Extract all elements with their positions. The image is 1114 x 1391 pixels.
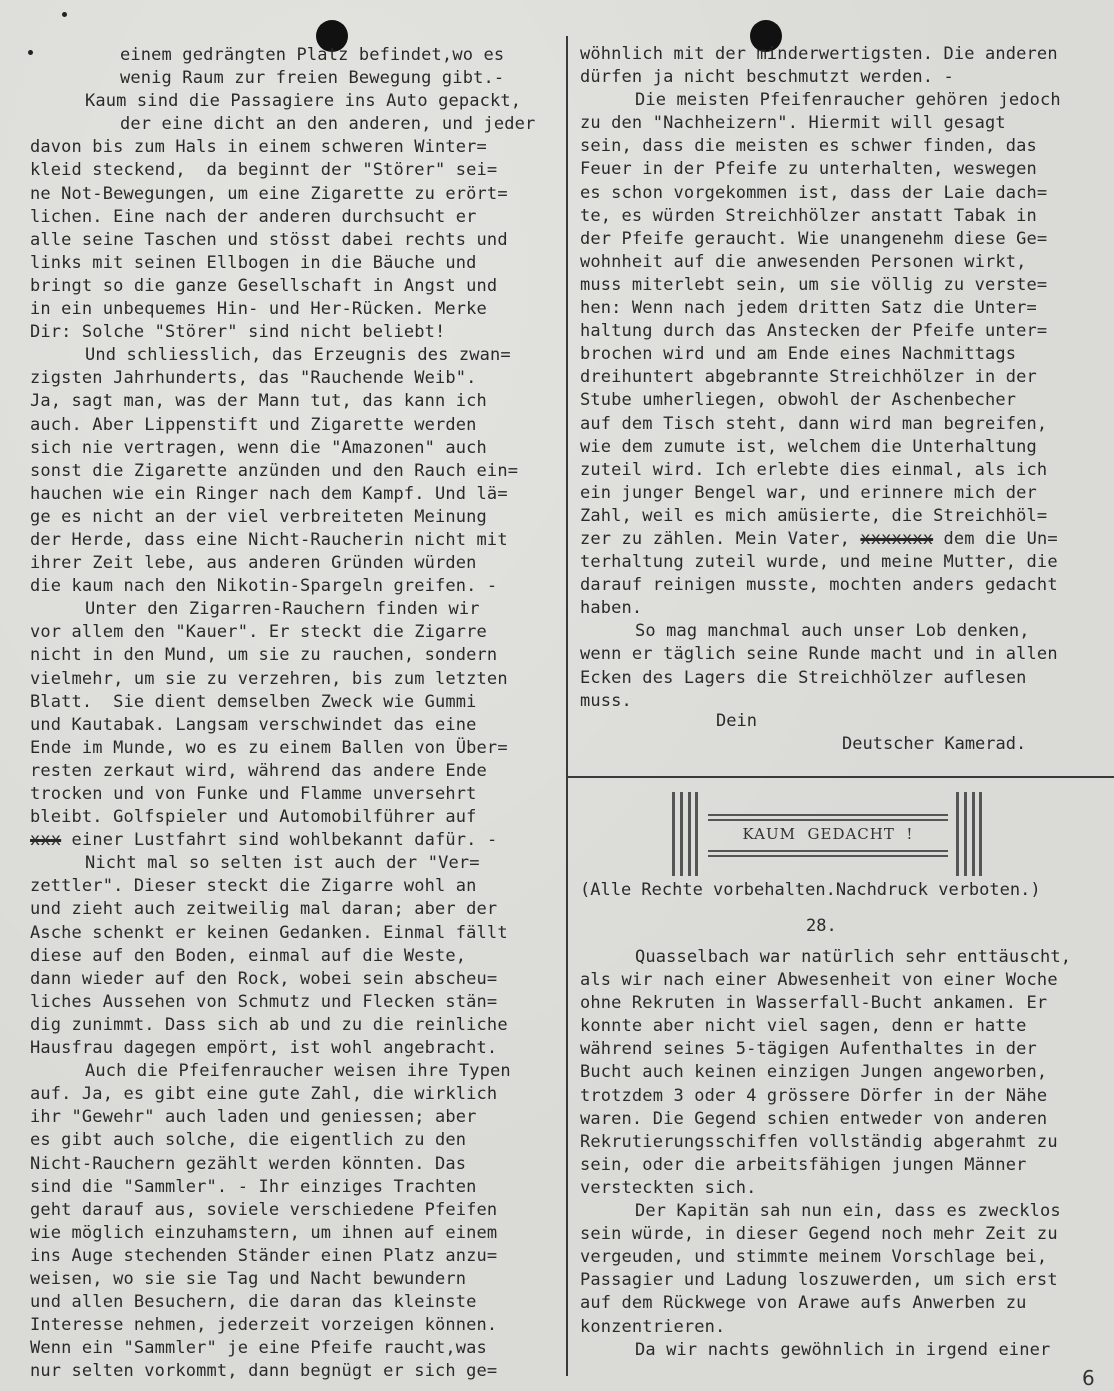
struck-text: xxx bbox=[30, 830, 62, 851]
signature-name: Deutscher Kamerad. bbox=[842, 734, 1027, 754]
text-line: dig zunimmt. Dass sich ab und zu die reinliche bbox=[30, 1014, 508, 1035]
text-line: Wenn ein "Sammler" je eine Pfeife raucht,was bbox=[30, 1338, 487, 1359]
text-line: Bucht auch keinen einzigen Jungen angeworben, bbox=[580, 1062, 1048, 1083]
text-line: darauf reinigen musste, mochten anders gedacht bbox=[580, 575, 1058, 596]
text-line: vor allem den "Kauer". Er steckt die Zigarre bbox=[30, 622, 487, 643]
text-line: haltung durch das Anstecken der Pfeife unter= bbox=[580, 321, 1048, 342]
text-line: der Herde, dass eine Nicht-Raucherin nicht mit bbox=[30, 529, 508, 550]
text-line: sein, oder die arbeitsfähigen jungen Männer bbox=[580, 1154, 1027, 1175]
text-line: weisen, wo sie sie Tag und Nacht bewundern bbox=[30, 1268, 467, 1289]
text-line: Der Kapitän sah nun ein, dass es zwecklos bbox=[635, 1201, 1061, 1222]
text-line: sonst die Zigarette anzünden und den Rauch ein= bbox=[30, 460, 519, 481]
page-number: 6 bbox=[1082, 1366, 1095, 1390]
text-line: terhaltung zuteil wurde, und meine Mutter, die bbox=[580, 552, 1058, 573]
text-line: ein junger Bengel war, und erinnere mich der bbox=[580, 482, 1037, 503]
text-line: auf dem Tisch steht, dann wird man begreifen, bbox=[580, 413, 1048, 434]
text-line: hen: Wenn nach jedem dritten Satz die Unter= bbox=[580, 298, 1037, 319]
banner-left-bars bbox=[672, 792, 698, 876]
text-line: sein, dass die meisten es schwer finden, das bbox=[580, 136, 1037, 157]
text-line: die kaum nach den Nikotin-Spargeln greifen. - bbox=[30, 576, 498, 597]
text-line: Kaum sind die Passagiere ins Auto gepackt, bbox=[85, 91, 522, 112]
text-line: es schon vorgekommen ist, dass der Laie dach= bbox=[580, 182, 1048, 203]
text-line: dann wieder auf den Rock, wobei sein abscheu= bbox=[30, 968, 498, 989]
text-line: liches Aussehen von Schmutz und Flecken stän= bbox=[30, 991, 498, 1012]
banner-right-bars bbox=[956, 792, 982, 876]
right-column-bottom-text bbox=[580, 946, 1110, 1362]
text-line: sind die "Sammler". - Ihr einziges Trachten bbox=[30, 1176, 477, 1197]
banner-rule bbox=[708, 850, 948, 852]
text-line: Unter den Zigarren-Rauchern finden wir bbox=[85, 599, 480, 620]
text-line: dreihuntert abgebrannte Streichhölzer in der bbox=[580, 367, 1037, 388]
text-line: Asche schenkt er keinen Gedanken. Einmal fällt bbox=[30, 922, 508, 943]
text-line: der Pfeife geraucht. Wie unangenehm diese Ge= bbox=[580, 228, 1048, 249]
text-line: Blatt. Sie dient demselben Zweck wie Gummi bbox=[30, 691, 477, 712]
text-line: es gibt auch solche, die eigentlich zu den bbox=[30, 1130, 467, 1151]
text-line: nur selten vorkommt, dann begnügt er sich ge= bbox=[30, 1361, 498, 1382]
text-line: Stube umherliegen, obwohl der Aschenbecher bbox=[580, 390, 1017, 411]
text-line: auch. Aber Lippenstift und Zigarette werden bbox=[30, 414, 477, 435]
text-line: wie dem zumute ist, welchem die Unterhaltung bbox=[580, 436, 1037, 457]
text-line: einem gedrängten Platz befindet,wo es bbox=[120, 45, 505, 65]
text-line: dürfen ja nicht beschmutzt werden. - bbox=[580, 67, 954, 88]
text-line: konnte aber nicht viel sagen, denn er hatte bbox=[580, 1016, 1027, 1037]
text-line: wenig Raum zur freien Bewegung gibt.- bbox=[120, 68, 505, 89]
text-line: konzentrieren. bbox=[580, 1316, 726, 1337]
text-line: in ein unbequemes Hin- und Her-Rücken. Merke bbox=[30, 299, 487, 320]
text-line: Nicht-Rauchern gezählt werden könnten. Das bbox=[30, 1153, 467, 1174]
text-line: Auch die Pfeifenraucher weisen ihre Typen bbox=[85, 1061, 511, 1082]
text-line: ins Auge stechenden Ständer einen Platz anzu= bbox=[30, 1245, 498, 1266]
text-line: Feuer in der Pfeife zu unterhalten, weswegen bbox=[580, 159, 1037, 180]
text-line: davon bis zum Hals in einem schweren Winter= bbox=[30, 137, 487, 158]
text-line: Die meisten Pfeifenraucher gehören jedoch bbox=[635, 90, 1061, 111]
text-line: resten zerkaut wird, während das andere Ende bbox=[30, 760, 487, 781]
text-line: lichen. Eine nach der anderen durchsucht er bbox=[30, 206, 477, 227]
text-line: zettler". Dieser steckt die Zigarre wohl an bbox=[30, 876, 477, 897]
text-line: brochen wird und am Ende eines Nachmittags bbox=[580, 344, 1017, 365]
struck-text: xxxxxxx bbox=[860, 528, 934, 549]
text-line: alle seine Taschen und stösst dabei rechts und bbox=[30, 229, 508, 250]
text-line: zigsten Jahrhunderts, das "Rauchende Weib". bbox=[30, 368, 477, 389]
text-line: bringt so die ganze Gesellschaft in Angst und bbox=[30, 275, 498, 296]
text-line: Zahl, weil es mich amüsierte, die Streichhöl= bbox=[580, 505, 1048, 526]
banner-rule bbox=[708, 814, 948, 816]
text-line: te, es würden Streichhölzer anstatt Tabak in bbox=[580, 205, 1037, 226]
text-line: Und schliesslich, das Erzeugnis des zwan= bbox=[85, 345, 511, 366]
text-line: ihr "Gewehr" auch laden und geniessen; aber bbox=[30, 1107, 477, 1128]
banner-rule bbox=[708, 819, 948, 821]
chapter-number: 28. bbox=[806, 916, 837, 936]
text-line: ohne Rekruten in Wasserfall-Bucht ankamen. Er bbox=[580, 993, 1048, 1014]
text-line: sich nie vertragen, wenn die "Amazonen" auch bbox=[30, 437, 487, 458]
signature-dein: Dein bbox=[716, 711, 757, 731]
text-line: ihrer Zeit lebe, aus anderen Gründen würden bbox=[30, 553, 477, 574]
ink-speck bbox=[62, 12, 67, 17]
text-line: als wir nach einer Abwesenheit von einer Woche bbox=[580, 970, 1058, 991]
text-line: wie möglich einzuhamstern, um ihnen auf einem bbox=[30, 1222, 498, 1243]
text-line: links mit seinen Ellbogen in die Bäuche und bbox=[30, 252, 477, 273]
section-divider bbox=[566, 776, 1114, 778]
text-line: diese auf den Boden, einmal auf die Weste, bbox=[30, 945, 467, 966]
text-line: auf. Ja, es gibt eine gute Zahl, die wirklich bbox=[30, 1084, 498, 1105]
text-line: Ecken des Lagers die Streichhölzer auflesen bbox=[580, 667, 1027, 688]
text-line: wenn er täglich seine Runde macht und in allen bbox=[580, 644, 1058, 665]
text-line: und Kautabak. Langsam verschwindet das eine bbox=[30, 714, 477, 735]
banner-title: KAUM GEDACHT ! bbox=[742, 825, 914, 843]
section-banner bbox=[672, 792, 984, 876]
text-line: zer zu zählen. Mein Vater, xxxxxxx dem die Un= bbox=[580, 528, 1058, 549]
text-line: Interesse nehmen, jederzeit vorzeigen können. bbox=[30, 1315, 498, 1336]
text-line: zuteil wird. Ich erlebte dies einmal, als ich bbox=[580, 459, 1048, 480]
text-line: ne Not-Bewegungen, um eine Zigarette zu erört= bbox=[30, 183, 508, 204]
text-line: Quasselbach war natürlich sehr enttäuscht, bbox=[635, 947, 1072, 967]
rights-notice: (Alle Rechte vorbehalten.Nachdruck verboten.) bbox=[580, 880, 1041, 900]
text-line: vergeuden, und stimmte meinem Vorschlage bei, bbox=[580, 1247, 1048, 1268]
text-line: Dir: Solche "Störer" sind nicht beliebt! bbox=[30, 322, 446, 343]
text-line: wohnheit auf die anwesenden Personen wirkt, bbox=[580, 251, 1027, 272]
text-line: Ja, sagt man, was der Mann tut, das kann ich bbox=[30, 391, 487, 412]
text-line: kleid steckend, da beginnt der "Störer" sei= bbox=[30, 160, 498, 181]
text-line: muss. bbox=[580, 690, 632, 711]
text-line: Passagier und Ladung loszuwerden, um sich erst bbox=[580, 1270, 1058, 1291]
text-line: nicht in den Mund, um sie zu rauchen, sondern bbox=[30, 645, 498, 666]
text-line: hauchen wie ein Ringer nach dem Kampf. Und lä= bbox=[30, 483, 508, 504]
text-line: und zieht auch zeitweilig mal daran; aber der bbox=[30, 899, 498, 920]
text-line: wöhnlich mit der minderwertigsten. Die anderen bbox=[580, 44, 1058, 64]
text-line: während seines 5-tägigen Aufenthaltes in der bbox=[580, 1039, 1037, 1060]
right-column-top-text bbox=[580, 43, 1110, 713]
left-column-text bbox=[30, 44, 560, 1383]
text-line: auf dem Rückwege von Arawe aufs Anwerben zu bbox=[580, 1293, 1027, 1314]
text-line: zu den "Nachheizern". Hiermit will gesagt bbox=[580, 113, 1006, 134]
text-line: haben. bbox=[580, 598, 643, 619]
text-line: waren. Die Gegend schien entweder von anderen bbox=[580, 1108, 1048, 1129]
text-line: Hausfrau dagegen empört, ist wohl angebracht. bbox=[30, 1038, 498, 1059]
text-line: vielmehr, um sie zu verzehren, bis zum letzten bbox=[30, 668, 508, 689]
text-line: trocken und von Funke und Flamme unversehrt bbox=[30, 784, 477, 804]
banner-rule bbox=[708, 855, 948, 857]
text-line: bleibt. Golfspieler und Automobilführer auf bbox=[30, 807, 477, 828]
text-line: und allen Besuchern, die daran das kleinste bbox=[30, 1292, 477, 1313]
text-line: muss miterlebt sein, um sie völlig zu verste= bbox=[580, 274, 1048, 295]
column-divider bbox=[566, 36, 568, 1376]
text-line: Rekrutierungsschiffen vollständig abgerahmt zu bbox=[580, 1131, 1058, 1152]
text-line: Da wir nachts gewöhnlich in irgend einer bbox=[635, 1339, 1051, 1360]
text-line: der eine dicht an den anderen, und jeder bbox=[120, 114, 536, 135]
text-line: So mag manchmal auch unser Lob denken, bbox=[635, 621, 1030, 642]
text-line: Ende im Munde, wo es zu einem Ballen von Über= bbox=[30, 737, 508, 758]
text-line: sein würde, in dieser Gegend noch mehr Zeit zu bbox=[580, 1224, 1058, 1245]
text-line: xxx einer Lustfahrt sind wohlbekannt dafür. - bbox=[30, 830, 498, 851]
text-line: Nicht mal so selten ist auch der "Ver= bbox=[85, 853, 480, 874]
text-line: ge es nicht an der viel verbreiteten Meinung bbox=[30, 506, 487, 527]
text-line: versteckten sich. bbox=[580, 1177, 757, 1198]
text-line: geht darauf aus, soviele verschiedene Pfeifen bbox=[30, 1199, 498, 1220]
text-line: trotzdem 3 oder 4 grössere Dörfer in der Nähe bbox=[580, 1085, 1048, 1106]
